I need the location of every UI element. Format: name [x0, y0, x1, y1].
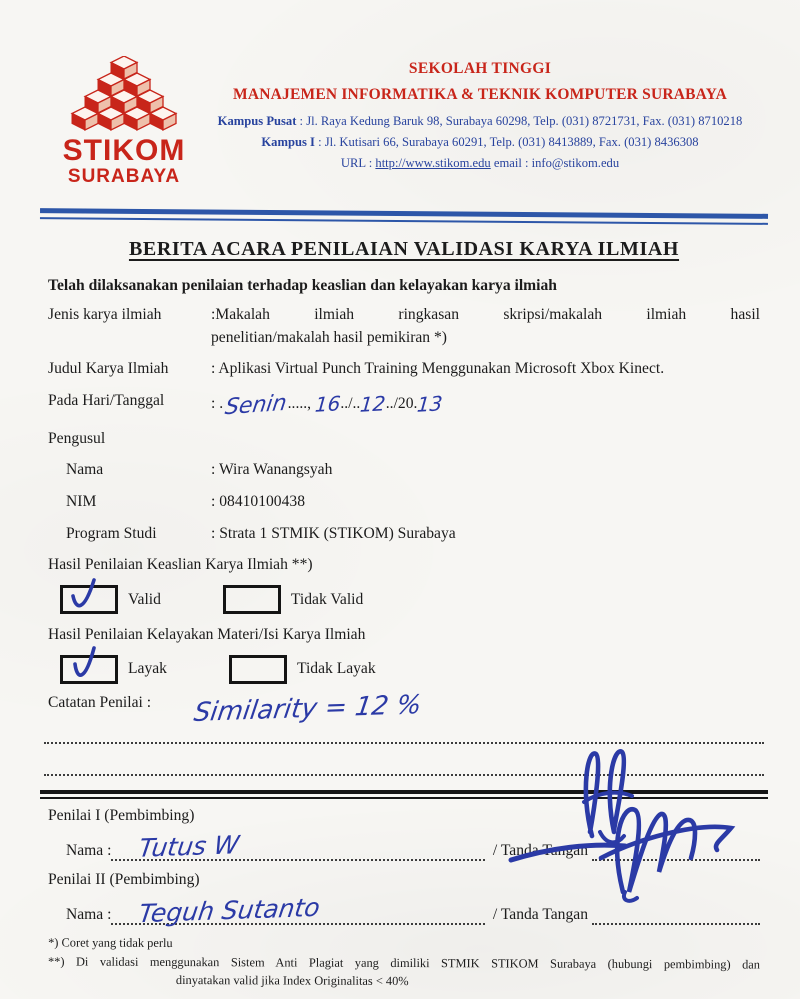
penilai-1-row [66, 827, 760, 864]
field-value-prodi: : Strata 1 STMIK (STIKOM) Surabaya [211, 524, 456, 542]
institution-name-line2: MANAJEMEN INFORMATIKA & TEKNIK KOMPUTER SURABAYA [232, 86, 727, 103]
option-tidak-layak-label: Tidak Layak [296, 660, 376, 678]
penilai-2-row [66, 891, 760, 929]
penilai-1-handwritten-name: Tutus W [137, 830, 242, 864]
field-label-judul: Judul Karya Ilmiah [48, 360, 169, 378]
field-value-nama: : Wira Wanangsyah [211, 461, 333, 479]
footnote-2-line2: dinyatakan valid jika Index Originalitas < 40% [175, 973, 409, 989]
handwritten-month: 12 [359, 391, 387, 417]
tanggal-sep2: ../.. [340, 394, 361, 412]
stikom-cubes-icon [48, 56, 200, 196]
field-value-tanggal [211, 390, 760, 419]
campus-pusat-line [200, 114, 760, 129]
handwritten-year: 13 [416, 391, 444, 417]
kampus-1-label: Kampus I [261, 135, 315, 149]
field-label-tanggal: Pada Hari/Tanggal [48, 391, 165, 409]
website-url: http://www.stikom.edu [375, 156, 491, 170]
email-suffix: email : info@stikom.edu [490, 156, 620, 170]
field-tanggal [48, 390, 760, 419]
penilai-2-ttd-label: / Tanda Tangan [492, 906, 588, 924]
catatan-label: Catatan Penilai : [48, 694, 152, 712]
jenis-value-line1: :Makalah ilmiah ringkasan skripsi/makalah ilmiah hasil [211, 306, 760, 323]
checkbox-layak [60, 655, 118, 684]
field-label-prodi: Program Studi [66, 524, 157, 542]
field-nim [48, 491, 760, 514]
url-email-line [200, 156, 760, 171]
field-nama [48, 459, 760, 482]
pengusul-heading [48, 428, 760, 451]
field-judul [48, 358, 760, 381]
checkmark-icon [67, 644, 105, 688]
kelayakan-heading: Hasil Penilaian Kelayakan Materi/Isi Karya Ilmiah [48, 625, 366, 643]
option-tidak-valid-label: Tidak Valid [290, 590, 364, 608]
catatan-line-2 [44, 744, 764, 776]
penilai-1-ttd-line [592, 825, 760, 861]
section-divider [40, 790, 768, 799]
field-value-nim: : 08410100438 [211, 493, 305, 511]
kelayakan-options [60, 654, 760, 684]
tanggal-sep3: ../20. [385, 394, 418, 412]
kampus-1-line [200, 135, 760, 150]
penilai-2-ttd-line [592, 889, 760, 925]
penilai-2-heading: Penilai II (Pembimbing) [48, 871, 200, 889]
penilai-1-ttd-label: / Tanda Tangan [492, 842, 588, 860]
footnote-1: *) Coret yang tidak perlu [48, 935, 173, 951]
stikom-logo [48, 56, 200, 201]
campus-pusat-label: Kampus Pusat [217, 114, 297, 128]
footnotes [48, 934, 760, 993]
field-label-nim: NIM [66, 493, 97, 511]
checkbox-tidak-valid [223, 585, 281, 614]
penilai-2-handwritten-name: Teguh Sutanto [137, 893, 323, 929]
logo-text-bottom: SURABAYA [67, 166, 181, 187]
logo-text-top: STIKOM [62, 134, 186, 167]
checkbox-tidak-layak [229, 655, 287, 684]
checkbox-valid [60, 585, 118, 614]
field-value-jenis [211, 304, 760, 349]
field-prodi [48, 523, 760, 546]
handwritten-note: Similarity = 12 % [191, 690, 424, 729]
field-label-jenis: Jenis karya ilmiah [48, 306, 162, 323]
checkmark-icon [67, 574, 105, 618]
field-value-judul: : Aplikasi Virtual Punch Training Menggunakan Microsoft Xbox Kinect. [211, 360, 665, 378]
letterhead-text [200, 50, 760, 177]
tanggal-sep1: ....., [287, 394, 315, 412]
url-prefix: URL : [340, 156, 376, 170]
letterhead [48, 50, 760, 201]
penilai-1-heading: Penilai I (Pembimbing) [48, 807, 195, 825]
handwritten-day: Senin [223, 390, 289, 421]
handwritten-date: 16 [313, 391, 342, 417]
penilai-2-nama-label: Nama : [66, 906, 112, 924]
kampus-1-detail: : Jl. Kutisari 66, Surabaya 60291, Telp. (031) 8413889, Fax. (031) 8436308 [314, 135, 699, 149]
header-divider [40, 208, 768, 225]
campus-pusat-detail: : Jl. Raya Kedung Baruk 98, Surabaya 60298, Telp. (031) 8721731, Fax. (031) 8710218 [296, 114, 743, 128]
footnote-2-line1: **) Di validasi menggunakan Sistem Anti Plagiat yang dimiliki STMIK STIKOM Surabaya (hubungi pembimbing) dan [47, 954, 761, 972]
pengusul-label: Pengusul [48, 429, 106, 447]
option-valid-label: Valid [128, 590, 161, 608]
jenis-value-line2: penelitian/makalah hasil pemikiran *) [211, 328, 447, 346]
penilai-2-nama-line [111, 889, 484, 929]
intro-statement: Telah dilaksanakan penilaian terhadap keaslian dan kelayakan karya ilmiah [48, 277, 557, 294]
keaslian-options [60, 585, 760, 615]
penilai-1-nama-line [111, 825, 484, 864]
keaslian-heading: Hasil Penilaian Keaslian Karya Ilmiah **) [48, 556, 313, 574]
document-title: BERITA ACARA PENILAIAN VALIDASI KARYA ILMIAH [128, 238, 680, 260]
field-label-nama: Nama [66, 461, 104, 479]
field-jenis [48, 304, 760, 349]
penilai-1-nama-label: Nama : [66, 842, 112, 860]
institution-name-line1: SEKOLAH TINGGI [408, 60, 552, 77]
option-layak-label: Layak [128, 660, 167, 678]
tanggal-colon: : . [211, 394, 224, 412]
